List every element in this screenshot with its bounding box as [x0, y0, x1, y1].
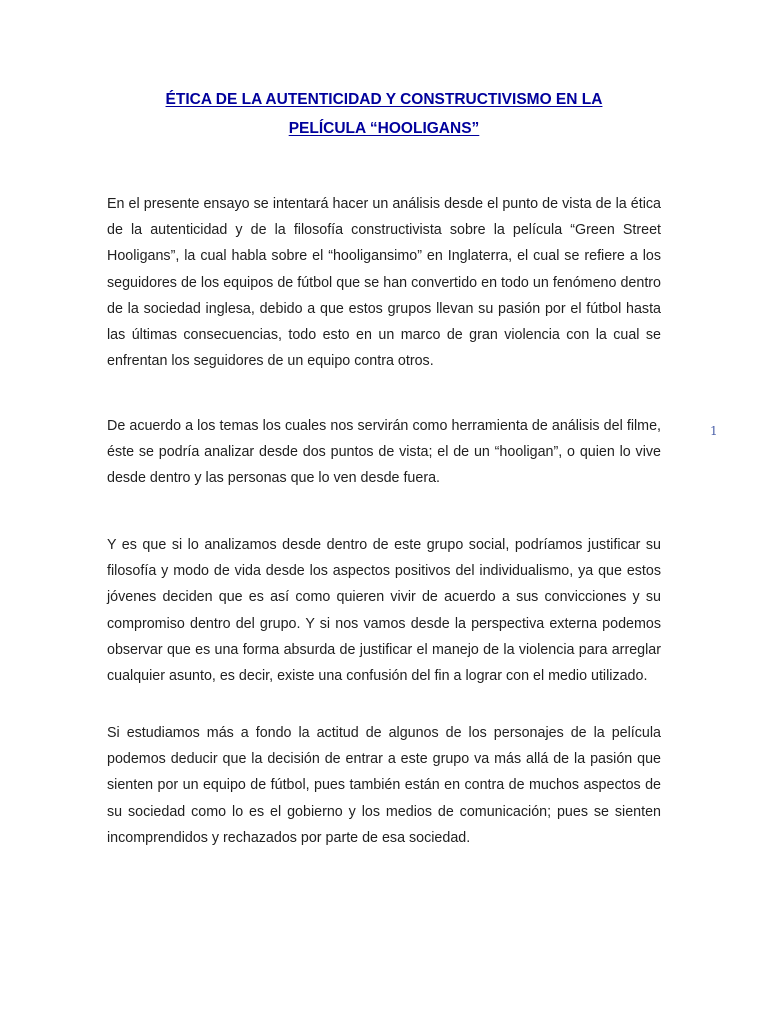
paragraph-points-of-view: De acuerdo a los temas los cuales nos servirán como herramienta de análisis del filme, éste se podría analizar desde dos puntos de vista; el de un “hooligan”, o quien lo vive desde dentro y las personas que lo ven desde fuera.: [107, 418, 661, 487]
document-title-line-1: ÉTICA DE LA AUTENTICIDAD Y CONSTRUCTIVISMO EN LA: [165, 91, 603, 108]
paragraph-characters-attitude: Si estudiamos más a fondo la actitud de algunos de los personajes de la película podemos deducir que la decisión de entrar a este grupo va más allá de la pasión que sienten por un equipo de fútbol, pues también están en contra de muchos aspectos de su sociedad como lo es el gobierno y los medios de comunicación; pues se sienten incomprendidos y rechazados por parte de esa sociedad.: [107, 725, 661, 846]
paragraph-introduction: En el presente ensayo se intentará hacer un análisis desde el punto de vista de la ética de la autenticidad y de la filosofía constructivista sobre la película “Green Street Hooligans”, la cual habla sobre el “hooligansimo” en Inglaterra, el cual se refiere a los seguidores de los equipos de fútbol que se han convertido en todo un fenómeno dentro de la sociedad inglesa, debido a que estos grupos llevan su pasión por el fútbol hasta las últimas consecuencias, todo esto en un marco de gran violencia con la cual se enfrentan los seguidores de un equipo contra otros.: [107, 196, 661, 370]
paragraph-inside-analysis: Y es que si lo analizamos desde dentro de este grupo social, podríamos justificar su filosofía y modo de vida desde los aspectos positivos del individualismo, ya que estos jóvenes deciden que es así como quieren vivir de acuerdo a sus convicciones y su compromiso dentro del grupo. Y si nos vamos desde la perspectiva externa podemos observar que es una forma absurda de justificar el manejo de la violencia para arreglar cualquier asunto, es decir, existe una confusión del fin a lograr con el medio utilizado.: [107, 537, 661, 685]
document-title-line-2: PELÍCULA “HOOLIGANS”: [288, 120, 480, 137]
page-number: 1: [710, 424, 718, 438]
